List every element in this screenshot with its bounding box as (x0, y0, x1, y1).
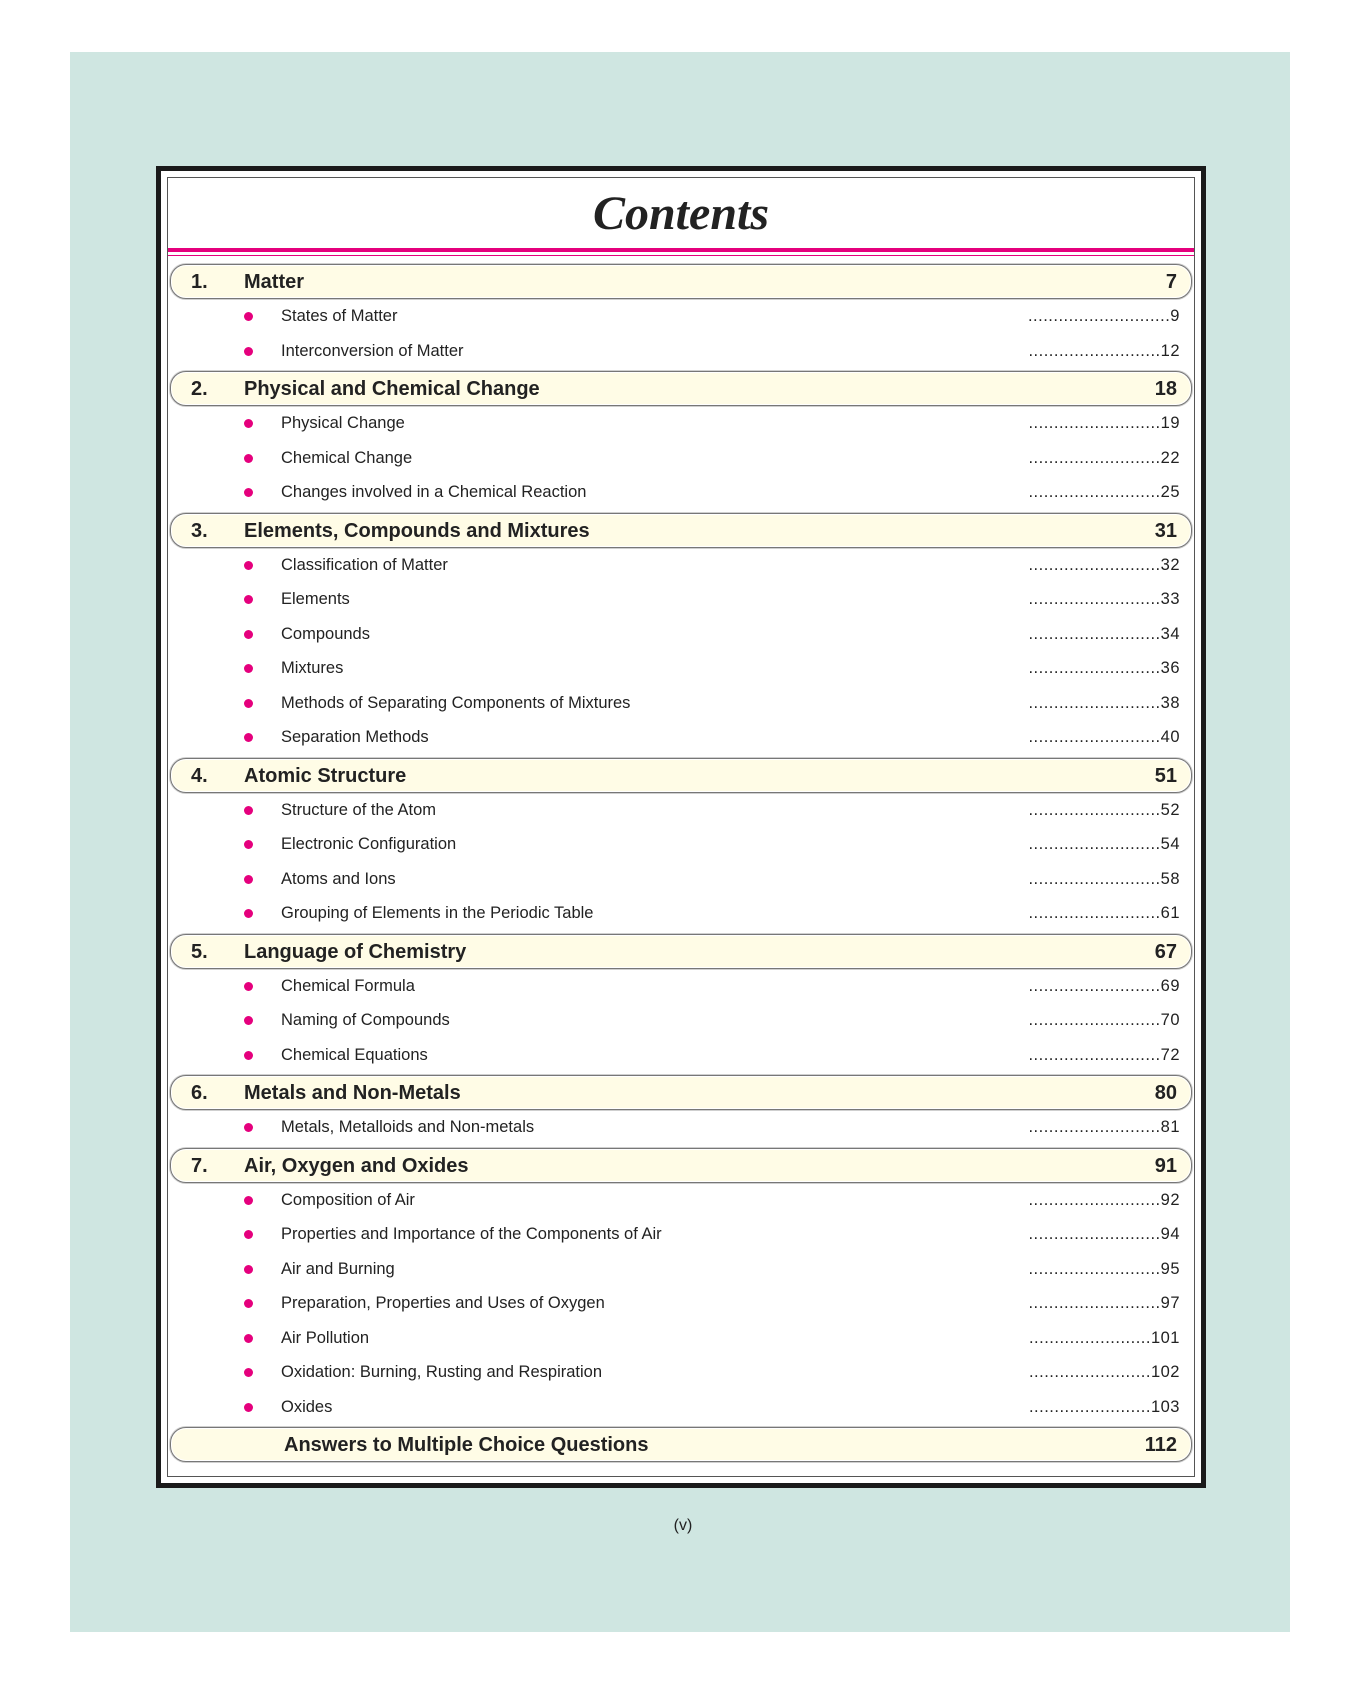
topic-page: ..........................22 (1028, 448, 1180, 467)
chapter-title: Physical and Chemical Change (244, 378, 540, 400)
chapter-row[interactable] (170, 1075, 1192, 1110)
frame-inner-border (167, 177, 1195, 1477)
bullet-icon (244, 1230, 253, 1239)
topic-row[interactable] (168, 475, 1194, 510)
topic-title: Methods of Separating Components of Mixtures (281, 693, 631, 712)
topic-title: Compounds (281, 624, 370, 643)
topic-title: Oxides (281, 1397, 333, 1416)
bullet-icon (244, 419, 253, 428)
topic-title: Classification of Matter (281, 555, 448, 574)
topic-row[interactable] (168, 793, 1194, 828)
topic-row[interactable] (168, 686, 1194, 721)
answers-title: Answers to Multiple Choice Questions (284, 1434, 649, 1456)
chapter-page: 67 (1154, 940, 1177, 963)
bullet-icon (244, 806, 253, 815)
chapter-title: Matter (244, 271, 305, 293)
answers-row[interactable] (170, 1427, 1192, 1462)
topic-page: ..........................40 (1028, 728, 1180, 746)
topic-row[interactable] (168, 617, 1194, 652)
chapter-number: 1. (191, 271, 208, 293)
chapter-title: Metals and Non-Metals (244, 1082, 461, 1104)
topic-page: ..........................61 (1028, 904, 1180, 922)
topic-title: Oxidation: Burning, Rusting and Respiration (281, 1363, 603, 1381)
topic-page: ............................9 (1027, 307, 1180, 325)
topic-row[interactable] (168, 548, 1194, 583)
chapter-title: Elements, Compounds and Mixtures (244, 519, 590, 542)
chapter-number: 4. (191, 764, 208, 787)
topic-page: ..........................95 (1028, 1259, 1180, 1278)
topic-page: ..........................33 (1028, 590, 1180, 608)
chapter-number: 5. (191, 940, 208, 963)
chapter-row[interactable] (170, 934, 1192, 969)
chapter-number: 3. (191, 519, 208, 542)
topic-title: Mixtures (281, 659, 344, 677)
bullet-icon (244, 840, 253, 849)
topic-title: Chemical Change (281, 448, 413, 467)
topic-title: Changes involved in a Chemical Reaction (281, 483, 587, 501)
topic-title: Structure of the Atom (281, 800, 436, 819)
topic-page: ..........................97 (1028, 1294, 1180, 1312)
chapter-number: 2. (191, 378, 208, 400)
chapter-title: Language of Chemistry (244, 940, 467, 963)
bullet-icon (244, 630, 253, 639)
bullet-icon (244, 1299, 253, 1308)
topic-page: ..........................34 (1028, 624, 1180, 643)
topic-row[interactable] (168, 862, 1194, 897)
topic-title: Physical Change (281, 414, 405, 432)
topic-title: Separation Methods (281, 728, 429, 746)
topic-page: ..........................92 (1028, 1190, 1180, 1209)
chapter-row[interactable] (170, 513, 1192, 548)
bullet-icon (244, 595, 253, 604)
topic-row[interactable] (168, 1252, 1194, 1287)
topic-row[interactable] (168, 406, 1194, 441)
topic-title: Properties and Importance of the Components of Air (281, 1225, 662, 1243)
topic-page: ........................101 (1028, 1328, 1180, 1347)
bullet-icon (244, 1196, 253, 1205)
topic-title: Electronic Configuration (281, 835, 457, 853)
topic-title: Air Pollution (281, 1328, 370, 1347)
chapter-number: 6. (191, 1082, 208, 1104)
bullet-icon (244, 454, 253, 463)
chapter-page: 7 (1165, 271, 1177, 293)
bullet-icon (244, 1265, 253, 1274)
topic-row[interactable] (168, 1110, 1194, 1145)
topic-page: ..........................19 (1028, 414, 1180, 432)
topic-title: Metals, Metalloids and Non-metals (281, 1118, 535, 1136)
topic-row[interactable] (168, 299, 1194, 334)
topic-title: Air and Burning (281, 1259, 395, 1278)
topic-row[interactable] (168, 1286, 1194, 1321)
bullet-icon (244, 664, 253, 673)
topic-page: ..........................52 (1028, 800, 1180, 819)
topic-row[interactable] (168, 1003, 1194, 1038)
topic-title: Naming of Compounds (281, 1011, 450, 1029)
topic-page: ..........................32 (1028, 555, 1180, 574)
topic-title: Elements (281, 590, 350, 608)
topic-page: ..........................70 (1028, 1011, 1180, 1029)
topic-row[interactable] (168, 1183, 1194, 1218)
topic-page: ........................102 (1028, 1363, 1180, 1381)
bullet-icon (244, 1123, 253, 1132)
bullet-icon (244, 699, 253, 708)
topic-row[interactable] (168, 1321, 1194, 1356)
bullet-icon (244, 1334, 253, 1343)
bullet-icon (244, 982, 253, 991)
chapter-page: 18 (1154, 378, 1177, 400)
topic-row[interactable] (168, 1217, 1194, 1252)
answers-page: 112 (1144, 1434, 1177, 1456)
bullet-icon (244, 733, 253, 742)
topic-row[interactable] (168, 441, 1194, 476)
bullet-icon (244, 347, 253, 356)
topic-title: Composition of Air (281, 1190, 415, 1209)
chapter-page: 80 (1154, 1082, 1177, 1104)
topic-row[interactable] (168, 582, 1194, 617)
bullet-icon (244, 909, 253, 918)
topic-title: Grouping of Elements in the Periodic Table (281, 904, 594, 922)
topic-page: ..........................25 (1028, 483, 1180, 501)
topic-title: Interconversion of Matter (281, 341, 464, 360)
chapter-row[interactable] (170, 371, 1192, 406)
title-rule-thin (168, 255, 1194, 256)
topic-page: ........................103 (1028, 1397, 1180, 1416)
chapter-number: 7. (191, 1154, 208, 1177)
chapter-row[interactable] (170, 758, 1192, 793)
chapter-row[interactable] (170, 1148, 1192, 1183)
chapter-title: Air, Oxygen and Oxides (244, 1154, 469, 1177)
title-rule-thick (168, 248, 1194, 252)
topic-title: Chemical Formula (281, 976, 415, 995)
chapter-row[interactable] (170, 264, 1192, 299)
bullet-icon (244, 312, 253, 321)
chapter-page: 31 (1154, 519, 1177, 542)
topic-page: ..........................54 (1028, 835, 1180, 853)
topic-row[interactable] (168, 1038, 1194, 1073)
bullet-icon (244, 561, 253, 570)
topic-page: ..........................69 (1028, 976, 1180, 995)
topic-title: Preparation, Properties and Uses of Oxygen (281, 1294, 605, 1312)
topic-page: ..........................72 (1028, 1045, 1180, 1064)
contents-frame (156, 166, 1206, 1488)
topic-row[interactable] (168, 1355, 1194, 1390)
topic-title: Atoms and Ions (281, 869, 396, 888)
topic-page: ..........................12 (1028, 341, 1180, 360)
topic-title: Chemical Equations (281, 1045, 428, 1064)
page-title: Contents (592, 187, 770, 240)
bullet-icon (244, 1051, 253, 1060)
topic-page: ..........................81 (1028, 1118, 1180, 1136)
bullet-icon (244, 1403, 253, 1412)
topic-row[interactable] (168, 896, 1194, 931)
topic-row[interactable] (168, 651, 1194, 686)
topic-page: ..........................58 (1028, 869, 1180, 888)
bullet-icon (244, 1368, 253, 1377)
bullet-icon (244, 875, 253, 884)
topic-row[interactable] (168, 827, 1194, 862)
page-number: (v) (673, 1517, 693, 1534)
chapter-page: 91 (1154, 1154, 1177, 1177)
chapter-page: 51 (1154, 764, 1177, 787)
topic-page: ..........................38 (1028, 693, 1180, 712)
table-of-contents (168, 264, 1194, 1462)
topic-row[interactable] (168, 334, 1194, 369)
chapter-title: Atomic Structure (244, 764, 407, 787)
topic-page: ..........................36 (1028, 659, 1180, 677)
topic-row[interactable] (168, 1390, 1194, 1425)
bullet-icon (244, 1016, 253, 1025)
topic-row[interactable] (168, 969, 1194, 1004)
bullet-icon (244, 488, 253, 497)
topic-title: States of Matter (281, 307, 398, 325)
topic-page: ..........................94 (1028, 1225, 1180, 1243)
topic-row[interactable] (168, 720, 1194, 755)
